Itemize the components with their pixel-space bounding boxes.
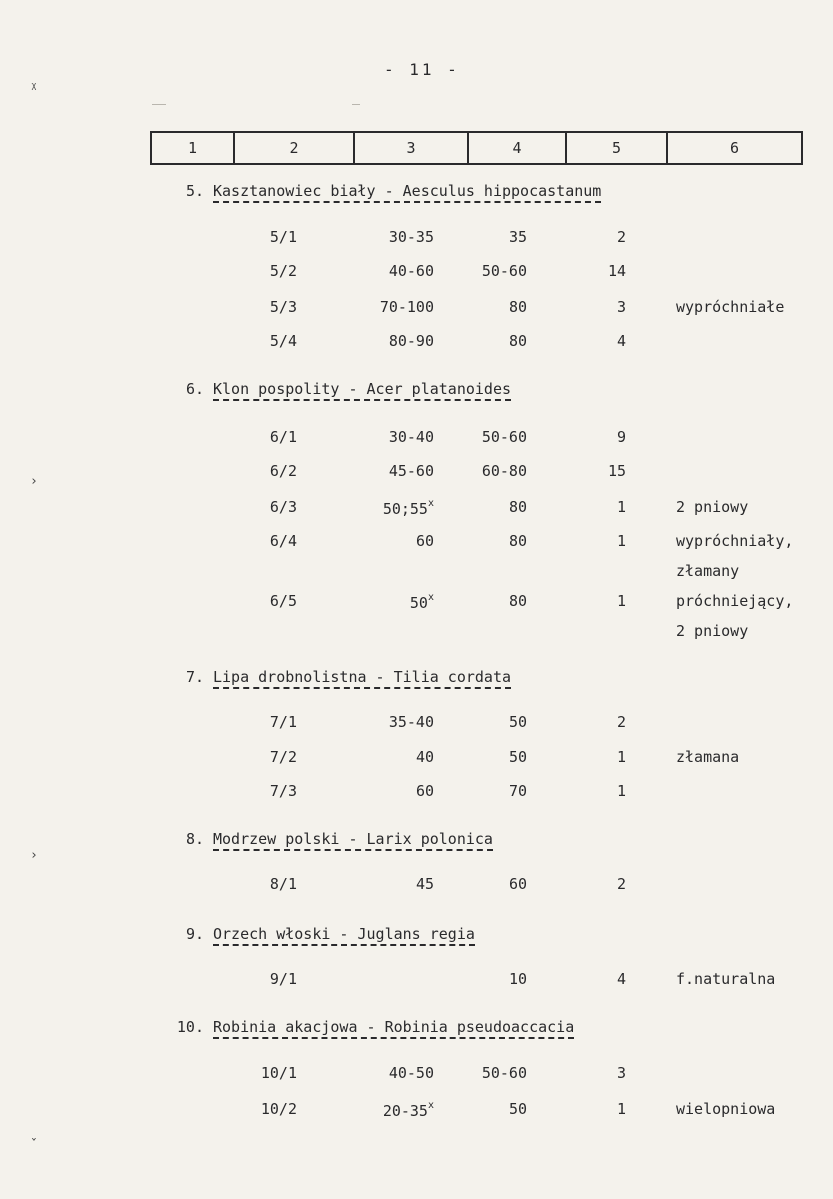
column-header: 4 [469,133,567,163]
remark: 2 pniowy [676,498,749,516]
count-value: 9 [616,428,626,446]
section-title-text: Robinia akacjowa - Robinia pseudoaccacia [213,1018,574,1039]
height-value: 10 [508,970,527,988]
section-title [213,830,493,848]
remark: wielopniowa [676,1100,776,1118]
height-value: 50-60 [481,1064,527,1082]
column-header: 1 [152,133,235,163]
tree-id: 8/1 [269,875,297,893]
circumference-range [416,875,434,893]
height-value: 60 [508,875,527,893]
height-value: 60-80 [481,462,527,480]
height-value: 50 [508,1100,527,1118]
circumference-value: 40-50 [388,1064,434,1082]
circumference-value: 60 [415,532,434,550]
column-header-table [150,131,803,165]
tree-id: 6/5 [269,592,297,610]
column-header: 3 [355,133,469,163]
circumference-value: 60 [415,782,434,800]
height-value: 50 [508,713,527,731]
tree-id: 10/1 [260,1064,297,1082]
tree-id: 10/2 [260,1100,297,1118]
section-title [213,668,511,686]
remark-continued: złamany [676,562,740,580]
circumference-range [389,462,434,480]
circumference-range [389,262,434,280]
column-header: 5 [567,133,668,163]
section-title-text: Klon pospolity - Acer platanoides [213,380,511,401]
circumference-value: 45-60 [388,462,434,480]
section-title [213,380,511,398]
section-title-text: Modrzew polski - Larix polonica [213,830,493,851]
circumference-value: 20-35 [382,1102,428,1120]
count-value: 3 [616,298,626,316]
height-value: 80 [508,532,527,550]
remark: wypróchniały, [676,532,794,550]
circumference-value: 50;55 [382,500,428,518]
margin-mark: ᵡ [30,80,38,95]
circumference-value: 80-90 [388,332,434,350]
circumference-value: 50 [409,594,428,612]
circumference-range [416,782,434,800]
section-title-text: Orzech włoski - Juglans regia [213,925,475,946]
count-value: 2 [616,875,626,893]
faint-mark [352,104,360,105]
count-value: 14 [607,262,626,280]
circumference-value: 70-100 [379,298,434,316]
section-number: 7. [185,668,204,686]
section-number: 5. [185,182,204,200]
section-title [213,1018,574,1036]
tree-id: 7/2 [269,748,297,766]
footnote-mark: x [427,592,434,603]
margin-mark: ˇ [30,1138,38,1153]
count-value: 1 [616,532,626,550]
section-title [213,925,475,943]
count-value: 1 [616,498,626,516]
tree-id: 6/3 [269,498,297,516]
circumference-range [416,532,434,550]
count-value: 3 [616,1064,626,1082]
count-value: 1 [616,1100,626,1118]
circumference-value: 30-40 [388,428,434,446]
height-value: 70 [508,782,527,800]
faint-mark [152,104,166,105]
tree-id: 5/3 [269,298,297,316]
circumference-range [380,298,434,316]
column-header: 2 [235,133,355,163]
remark: próchniejący, [676,592,794,610]
height-value: 80 [508,332,527,350]
tree-id: 7/1 [269,713,297,731]
count-value: 4 [616,970,626,988]
circumference-range [383,498,434,518]
circumference-range [389,228,434,246]
count-value: 2 [616,713,626,731]
section-number: 6. [185,380,204,398]
column-header: 6 [729,139,740,157]
circumference-value: 40-60 [388,262,434,280]
footnote-mark: x [427,498,434,509]
tree-id: 5/4 [269,332,297,350]
height-value: 35 [508,228,527,246]
tree-id: 6/4 [269,532,297,550]
tree-id: 5/2 [269,262,297,280]
section-title [213,182,601,200]
height-value: 50-60 [481,428,527,446]
remark: f.naturalna [676,970,776,988]
remark: złamana [676,748,740,766]
section-title-text: Lipa drobnolistna - Tilia cordata [213,668,511,689]
tree-id: 6/1 [269,428,297,446]
margin-mark: › [30,474,38,489]
count-value: 4 [616,332,626,350]
height-value: 50-60 [481,262,527,280]
circumference-range [389,713,434,731]
section-number: 9. [185,925,204,943]
circumference-range [410,592,434,612]
remark-continued: 2 pniowy [676,622,749,640]
height-value: 80 [508,298,527,316]
height-value: 80 [508,592,527,610]
footnote-mark: x [427,1100,434,1111]
height-value: 50 [508,748,527,766]
circumference-value: 35-40 [388,713,434,731]
circumference-range [383,1100,434,1120]
count-value: 1 [616,592,626,610]
count-value: 1 [616,782,626,800]
section-title-text: Kasztanowiec biały - Aesculus hippocastanum [213,182,601,203]
circumference-range [389,428,434,446]
tree-id: 5/1 [269,228,297,246]
tree-id: 9/1 [269,970,297,988]
circumference-range [389,1064,434,1082]
count-value: 15 [607,462,626,480]
remark: wypróchniałe [676,298,785,316]
circumference-value: 40 [415,748,434,766]
circumference-value: 45 [415,875,434,893]
tree-id: 6/2 [269,462,297,480]
section-number: 10. [176,1018,204,1036]
page-number: - 11 - [384,60,460,79]
margin-mark: › [30,848,38,863]
circumference-range [389,332,434,350]
tree-id: 7/3 [269,782,297,800]
count-value: 2 [616,228,626,246]
circumference-value: 30-35 [388,228,434,246]
height-value: 80 [508,498,527,516]
circumference-range [416,748,434,766]
count-value: 1 [616,748,626,766]
section-number: 8. [185,830,204,848]
